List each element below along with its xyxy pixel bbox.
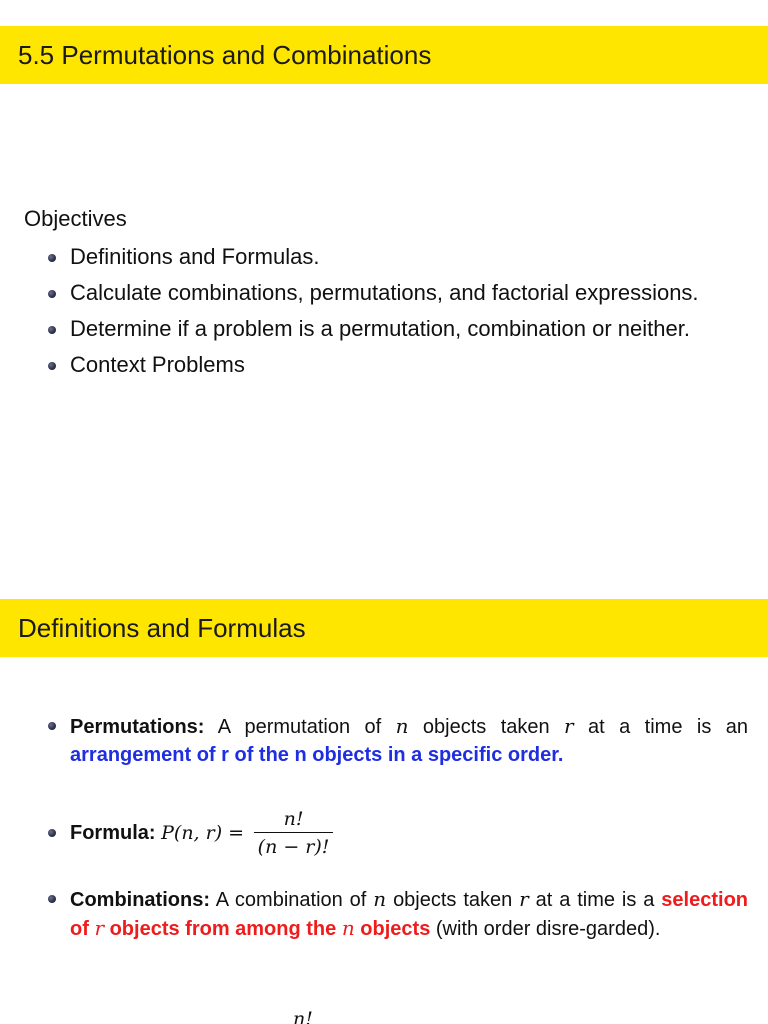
partial-formula-numerator: n! — [293, 1008, 313, 1024]
objectives-heading: Objectives — [24, 206, 127, 231]
list-item: Context Problems — [48, 350, 699, 386]
bullet-icon — [48, 326, 56, 334]
slide-title: Definitions and Formulas — [18, 612, 306, 643]
formula-fraction: $\frac{n!}{(n - r)!}$ — [254, 806, 334, 861]
slide-title: 5.5 Permutations and Combinations — [18, 39, 432, 70]
list-item: Determine if a problem is a permutation, combination or neither. — [48, 314, 699, 350]
permutations-definition: Permutations: A permutation of n objects taken r at a time is an arrangement of r of the n objects in a specific order. — [48, 712, 748, 769]
combinations-definition: Combinations: A combination of n objects taken r at a time is a selection of r objects from among the n objects (with order disre-garded). — [48, 885, 748, 943]
permutations-highlight: arrangement of r of the n objects in a specific order. — [70, 744, 564, 766]
slide-title-bar — [0, 26, 768, 84]
definitions-list — [48, 712, 748, 943]
bullet-icon — [48, 290, 56, 298]
objectives-list — [48, 242, 699, 386]
bullet-icon — [48, 895, 56, 903]
slide-title-bar — [0, 599, 768, 657]
bullet-icon — [48, 254, 56, 262]
bullet-icon — [48, 362, 56, 370]
list-item: Definitions and Formulas. — [48, 242, 699, 278]
permutation-formula: Formula: P(n, r) = $\frac{n!}{(n - r)!}$ — [48, 803, 748, 863]
list-item: Calculate combinations, permutations, and factorial expressions. — [48, 278, 699, 314]
bullet-icon — [48, 829, 56, 837]
bullet-icon — [48, 722, 56, 730]
